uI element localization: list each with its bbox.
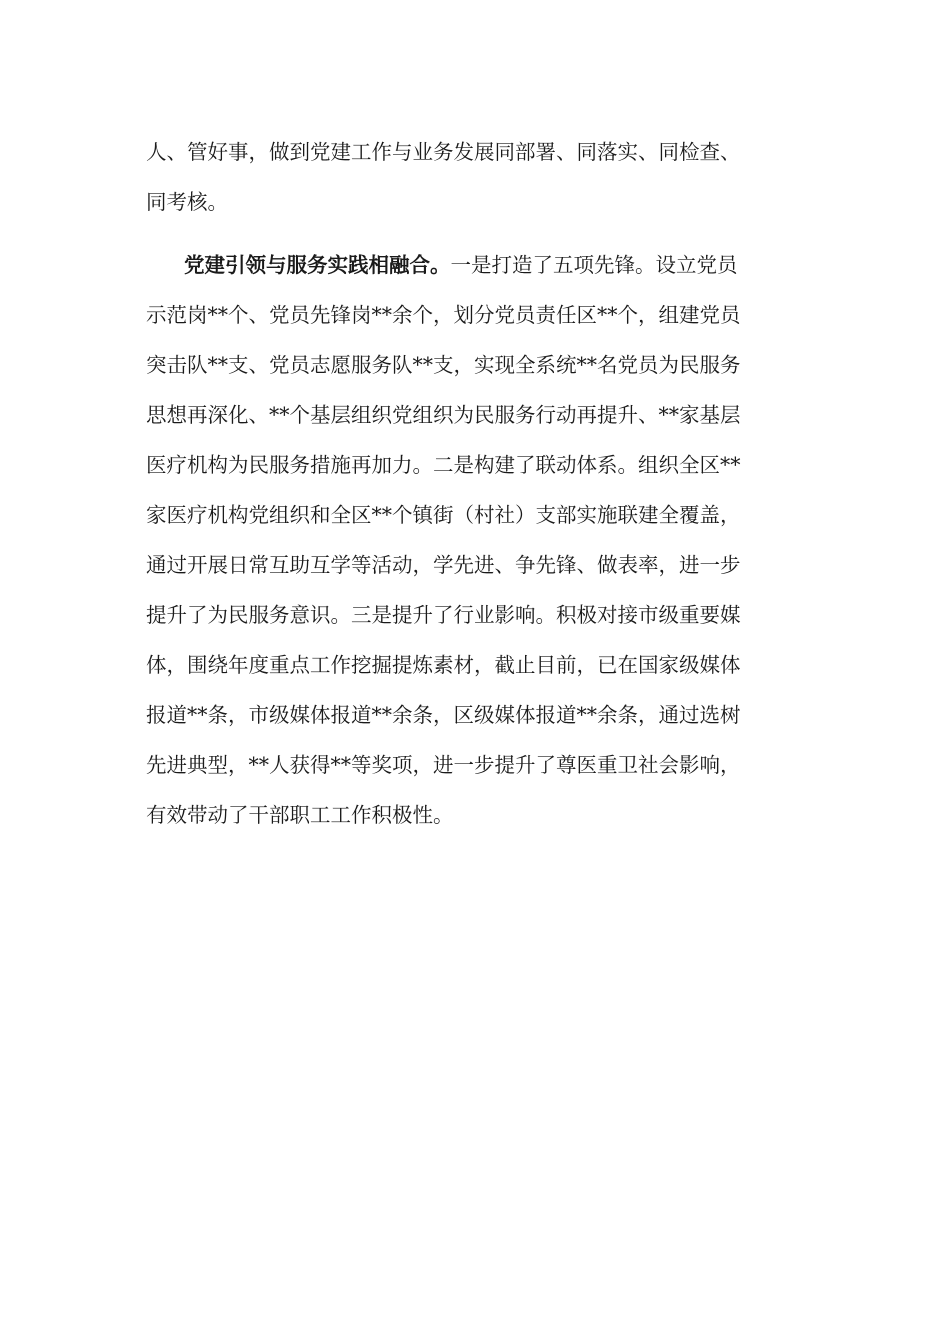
body-text-line: 报道**条，市级媒体报道**余条，区级媒体报道**余条，通过选树 xyxy=(146,703,741,727)
body-text-line: 有效带动了干部职工工作积极性。 xyxy=(146,803,454,827)
body-text-line: 先进典型，**人获得**等奖项，进一步提升了尊医重卫社会影响， xyxy=(146,753,741,777)
body-text-line: 人、管好事，做到党建工作与业务发展同部署、同落实、同检查、 xyxy=(146,140,741,164)
body-text-line: 通过开展日常互助互学等活动，学先进、争先锋、做表率，进一步 xyxy=(146,553,741,577)
body-text-line: 医疗机构为民服务措施再加力。二是构建了联动体系。组织全区** xyxy=(146,453,741,477)
body-text-line: 家医疗机构党组织和全区**个镇街（村社）支部实施联建全覆盖， xyxy=(146,503,741,527)
body-text-line: 体，围绕年度重点工作挖掘提炼素材，截止目前，已在国家级媒体 xyxy=(146,653,741,677)
body-text-line: 提升了为民服务意识。三是提升了行业影响。积极对接市级重要媒 xyxy=(146,603,741,627)
body-text-line: 示范岗**个、党员先锋岗**余个，划分党员责任区**个，组建党员 xyxy=(146,303,741,327)
paragraph-first-line xyxy=(184,250,738,280)
paragraph-text: 一是打造了五项先锋。设立党员 xyxy=(450,253,738,277)
body-text-line: 突击队**支、党员志愿服务队**支，实现全系统**名党员为民服务 xyxy=(146,353,741,377)
body-text-line: 思想再深化、**个基层组织党组织为民服务行动再提升、**家基层 xyxy=(146,403,741,427)
body-text-line: 同考核。 xyxy=(146,190,228,214)
paragraph-heading: 党建引领与服务实践相融合。 xyxy=(184,253,451,277)
